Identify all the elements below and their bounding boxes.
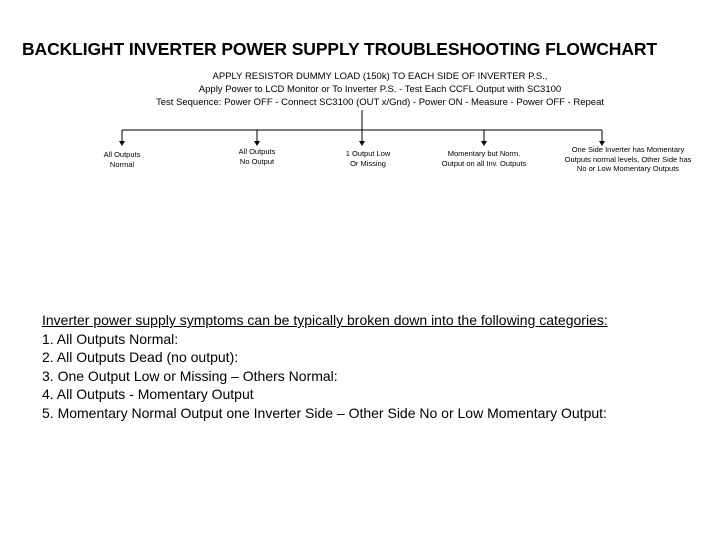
branch-label-line: Normal	[109, 159, 135, 169]
branch-label-line: All Outputs	[238, 147, 276, 156]
header-line-2: Apply Power to LCD Monitor or To Inverter P.S. - Test Each CCFL Output with SC3100	[198, 84, 562, 95]
branch-label-line: Or Missing	[350, 158, 386, 168]
branch-arrow-4	[481, 130, 487, 146]
branch-arrow-2	[254, 130, 260, 146]
branch-label-line: Momentary but Norm.	[447, 149, 521, 158]
branch-label-line: All Outputs	[103, 150, 141, 159]
branch-label-no-output	[239, 147, 276, 166]
branch-label-line: One Side Inverter has Momentary	[571, 145, 685, 154]
branch-arrow-3	[359, 130, 365, 146]
branch-label-line: Output on all Inv. Outputs	[441, 158, 527, 168]
branch-arrow-5	[599, 130, 605, 146]
branch-label-line: Outputs normal levels, Other Side has	[564, 154, 692, 164]
header-line-3: Test Sequence: Power OFF - Connect SC3100 (OUT x/Gnd) - Power ON - Measure - Power OFF - Repeat	[155, 97, 605, 108]
branch-label-all-normal	[104, 150, 141, 169]
branch-label-momentary	[442, 149, 527, 168]
branch-label-low-missing	[346, 149, 391, 168]
symptom-list	[42, 311, 608, 422]
branch-label-line: No or Low Momentary Outputs	[576, 164, 680, 173]
symptom-item: 5. Momentary Normal Output one Inverter Side – Other Side No or Low Momentary Output:	[42, 404, 607, 421]
symptom-item: 1. All Outputs Normal:	[42, 330, 179, 347]
symptom-item: 3. One Output Low or Missing – Others Normal:	[42, 367, 338, 384]
branch-label-one-side	[565, 145, 692, 174]
branch-label-line: 1 Output Low	[345, 149, 391, 158]
branch-label-line: No Output	[239, 156, 275, 166]
symptom-item: 2. All Outputs Dead (no output):	[42, 349, 239, 365]
symptom-item: 4. All Outputs - Momentary Output	[42, 386, 254, 402]
branch-arrow-1	[119, 130, 125, 146]
flowchart-title: BACKLIGHT INVERTER POWER SUPPLY TROUBLESHOOTING FLOWCHART	[22, 39, 658, 59]
symptom-intro: Inverter power supply symptoms can be typically broken down into the following categories:	[42, 312, 608, 328]
header-line-1: APPLY RESISTOR DUMMY LOAD (150k) TO EACH SIDE OF INVERTER P.S.,	[212, 71, 548, 82]
